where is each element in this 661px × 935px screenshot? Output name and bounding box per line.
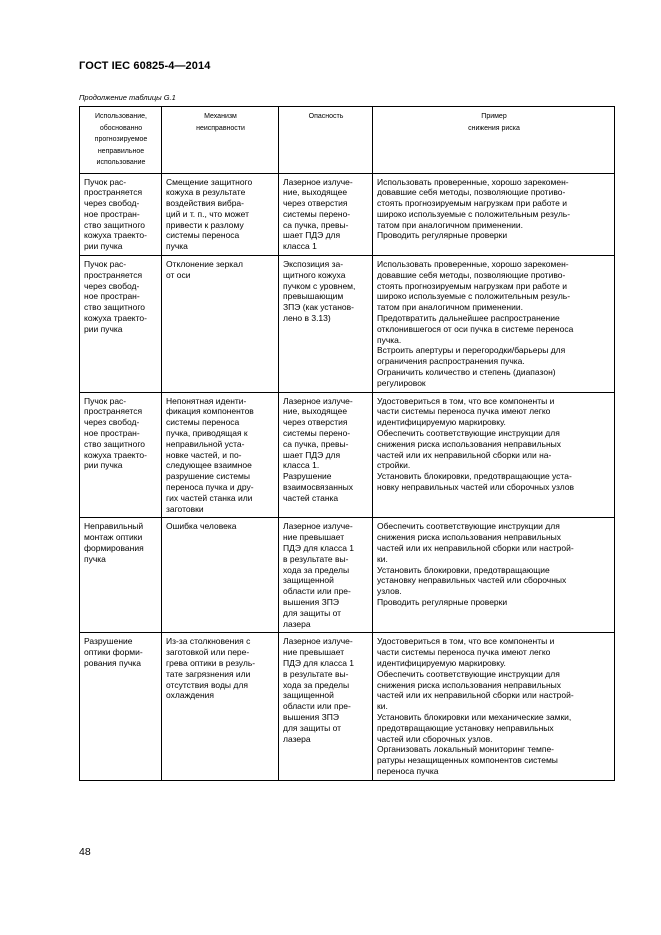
mitigation-paragraph — [377, 636, 611, 668]
cell-text-line: прогнозируемое — [94, 136, 148, 143]
cell-text-line: области или пре- — [283, 586, 351, 597]
cell-text-line: хода за пределы — [283, 564, 350, 575]
cell-text-line: ратуры незащищенных компонентов системы — [377, 755, 558, 766]
cell-text-line: системы переноса — [166, 417, 240, 428]
cell-text-line: установку неправильных частей или сборочных — [377, 575, 567, 586]
cell-text-line: заготовки — [166, 503, 204, 514]
cell-text-line: защищенной — [283, 575, 334, 586]
mitigation-paragraph — [377, 313, 611, 345]
cell-text-line: рии пучка — [84, 241, 123, 252]
cell-text-line: Ошибка человека — [166, 521, 237, 532]
cell-text-line: формирования — [84, 543, 144, 553]
cell-text-line: Из-за столкновения с — [166, 636, 251, 647]
cell-text-line: Лазерное излуче- — [283, 521, 353, 532]
cell-text-line: Удостовериться в том, что все компоненты и — [377, 395, 555, 406]
cell-use — [80, 173, 162, 256]
mitigation-paragraph — [377, 744, 611, 776]
mitigation-paragraph — [377, 565, 611, 597]
cell-hazard — [279, 256, 373, 393]
cell-mechanism — [162, 518, 279, 633]
cell-text-line: Разрушение — [283, 471, 332, 482]
cell-text-line: переноса пучка и дру- — [166, 482, 254, 493]
cell-text-line: рования пучка — [84, 657, 141, 668]
cell-text-line: пространяется — [84, 406, 143, 417]
cell-text-line: Пучок рас- — [84, 395, 127, 406]
cell-text-line: неправильное — [97, 147, 145, 155]
cell-text-line: вышения ЗПЭ — [283, 596, 339, 607]
cell-use — [80, 518, 162, 633]
cell-text-line: вышения ЗПЭ — [283, 711, 339, 722]
cell-text-line: Предотвратить дальнейшее распространение — [377, 313, 560, 324]
page-number: 48 — [79, 846, 91, 858]
cell-text-line: в результате вы- — [283, 668, 349, 679]
cell-text-line: через отверстия — [283, 417, 348, 428]
mitigation-paragraph — [377, 712, 611, 744]
cell-mitigation — [373, 518, 615, 633]
cell-text-line: Лазерное излуче- — [283, 395, 353, 406]
cell-text-line: для защиты от — [283, 607, 342, 618]
cell-text-line: ство защитного — [84, 219, 145, 230]
document-title: ГОСТ IEC 60825-4—2014 — [79, 60, 211, 72]
cell-text-line: Лазерное излуче- — [283, 636, 353, 647]
cell-text-line: лазера — [283, 733, 311, 744]
header-use — [80, 107, 162, 174]
cell-text-line: Лазерное излуче- — [283, 176, 353, 187]
cell-text-line: снижения риска использования неправильных — [377, 532, 562, 543]
cell-text-line: Пример — [481, 113, 507, 120]
cell-text-line: ЗПЭ (как установ- — [283, 302, 354, 313]
mitigation-paragraph — [377, 471, 611, 493]
cell-text-line: от оси — [166, 269, 191, 280]
cell-mitigation — [373, 256, 615, 393]
cell-text-line: Пучок рас- — [84, 176, 127, 187]
cell-text-line: через свобод- — [84, 280, 140, 291]
cell-text-line: кожуха траекто- — [84, 230, 147, 241]
cell-text-line: Удостовериться в том, что все компоненты и — [377, 636, 555, 647]
mitigation-paragraph — [377, 521, 611, 564]
cell-text-line: Установить блокировки или механические замки, — [377, 711, 572, 722]
cell-text-line: ки. — [377, 701, 388, 712]
cell-text-line: ное простран- — [84, 208, 140, 219]
cell-text-line: новку неправильных частей или сборочных узлов — [377, 482, 575, 493]
cell-text-line: части системы переноса пучка имеют легко — [377, 647, 551, 658]
cell-text-line: системы перено- — [283, 208, 351, 219]
cell-text-line: ПДЭ для класса 1 — [283, 657, 355, 668]
cell-text-line: Проводить регулярные проверки — [377, 596, 508, 607]
cell-use — [80, 392, 162, 518]
cell-text-line: кожуха в результате — [166, 187, 246, 198]
mitigation-paragraph — [377, 597, 611, 608]
cell-text-line: Установить блокировки, предотвращающие уста- — [377, 471, 572, 482]
cell-text-line: щитного кожуха — [283, 269, 346, 280]
cell-use — [80, 256, 162, 393]
cell-text-line: частей или сборочных узлов. — [377, 733, 493, 744]
cell-text-line: ство защитного — [84, 438, 145, 449]
cell-text-line: са пучка, превы- — [283, 438, 349, 449]
cell-text-line: области или пре- — [283, 701, 351, 712]
cell-text-line: через отверстия — [283, 198, 348, 209]
cell-text-line: Обеспечить соответствующие инструкции для — [377, 428, 560, 439]
cell-text-line: Экспозиция за- — [283, 259, 344, 270]
cell-text-line: оптики форми- — [84, 647, 143, 658]
header-hazard — [279, 107, 373, 174]
cell-text-line: гих частей станка или — [166, 492, 253, 503]
cell-mechanism — [162, 392, 279, 518]
cell-text-line: Установить блокировки, предотвращающие — [377, 564, 550, 575]
cell-text-line: ное простран- — [84, 291, 140, 302]
cell-text-line: татом при аналогичном применении. — [377, 302, 523, 313]
cell-text-line: фикация компонентов — [166, 406, 254, 417]
cell-text-line: Непонятная иденти- — [166, 395, 247, 406]
cell-text-line: Использовать проверенные, хорошо зарекомен- — [377, 176, 569, 187]
cell-use — [80, 633, 162, 780]
cell-text-line: лено в 3.13) — [283, 313, 331, 324]
cell-text-line: предотвращающие установку неправильных — [377, 722, 554, 733]
cell-text-line: хода за пределы — [283, 679, 350, 690]
cell-text-line: Использование, — [95, 113, 147, 120]
cell-text-line: ПДЭ для класса 1 — [283, 543, 355, 553]
cell-text-line: ки. — [377, 553, 388, 564]
table-continuation-caption: Продолжение таблицы G.1 — [79, 93, 176, 102]
cell-text-line: следующее взаимное — [166, 460, 252, 471]
cell-text-line: системы переноса — [166, 230, 240, 241]
cell-mechanism — [162, 256, 279, 393]
cell-text-line: снижения риска использования неправильных — [377, 679, 562, 690]
cell-mechanism — [162, 173, 279, 256]
mitigation-paragraph — [377, 367, 611, 389]
mitigation-paragraph — [377, 396, 611, 428]
cell-text-line: взаимосвязанных — [283, 482, 354, 493]
cell-text-line: Отклонение зеркал — [166, 259, 243, 270]
cell-mitigation — [373, 392, 615, 518]
cell-text-line: Ограничить количество и степень (диапазон) — [377, 367, 556, 378]
cell-text-line: идентифицируемую маркировку. — [377, 417, 506, 428]
cell-text-line: стоять прогнозируемым нагрузкам при работе и — [377, 198, 567, 209]
cell-text-line: через свобод- — [84, 198, 140, 209]
cell-text-line: рии пучка — [84, 323, 123, 334]
cell-text-line: грева оптики в резуль- — [166, 657, 256, 668]
cell-text-line: класса 1 — [283, 241, 317, 252]
cell-text-line: снижения риска использования неправильных — [377, 438, 562, 449]
cell-text-line: ное простран- — [84, 428, 140, 439]
cell-mitigation — [373, 173, 615, 256]
cell-text-line: частей станка — [283, 492, 339, 503]
cell-text-line: довавшие себя методы, позволяющие противо- — [377, 269, 566, 280]
cell-text-line: части системы переноса пучка имеют легко — [377, 406, 551, 417]
cell-text-line: Организовать локальный мониторинг темпе- — [377, 744, 555, 755]
cell-text-line: лазера — [283, 618, 311, 629]
cell-text-line: регулировок — [377, 377, 426, 388]
cell-text-line: кожуха траекто- — [84, 449, 147, 460]
header-mitigation — [373, 107, 615, 174]
cell-text-line: переноса пучка — [377, 765, 439, 776]
cell-text-line: пучка — [166, 241, 188, 252]
mitigation-paragraph — [377, 230, 611, 241]
cell-text-line: Пучок рас- — [84, 259, 127, 270]
cell-text-line: охлаждения — [166, 690, 214, 701]
table-row — [80, 633, 615, 780]
table-row — [80, 173, 615, 256]
cell-text-line: Смещение защитного — [166, 176, 253, 187]
cell-text-line: Проводить регулярные проверки — [377, 230, 508, 241]
cell-text-line: пучком с уровнем, — [283, 280, 356, 291]
cell-text-line: пучка. — [377, 334, 402, 345]
cell-text-line: защищенной — [283, 690, 334, 701]
cell-mitigation — [373, 633, 615, 780]
cell-text-line: пространяется — [84, 269, 143, 280]
cell-text-line: новке частей, и по- — [166, 449, 242, 460]
cell-text-line: в результате вы- — [283, 553, 349, 564]
cell-text-line: монтаж оптики — [84, 532, 143, 543]
cell-text-line: Встроить апертуры и перегородки/барьеры для — [377, 345, 566, 356]
cell-text-line: через свобод- — [84, 417, 140, 428]
cell-text-line: использование — [96, 159, 146, 166]
cell-text-line: для защиты от — [283, 722, 342, 733]
cell-text-line: рии пучка — [84, 460, 123, 471]
cell-text-line: класса 1. — [283, 460, 320, 471]
cell-hazard — [279, 633, 373, 780]
mitigation-paragraph — [377, 345, 611, 367]
cell-text-line: идентифицируемую маркировку. — [377, 657, 506, 668]
mitigation-paragraph — [377, 428, 611, 471]
cell-text-line: разрушение системы — [166, 471, 250, 482]
cell-text-line: неисправности — [196, 124, 245, 132]
cell-text-line: широко используемые с положительным резуль- — [377, 208, 571, 219]
cell-text-line: ций и т. п., что может — [166, 208, 250, 219]
cell-text-line: кожуха траекто- — [84, 313, 147, 324]
cell-text-line: Использовать проверенные, хорошо зарекомен- — [377, 259, 569, 270]
cell-text-line: привести к разлому — [166, 219, 244, 230]
table-header-row — [80, 107, 615, 174]
cell-text-line: шает ПДЭ для — [283, 230, 341, 241]
cell-text-line: снижения риска — [468, 124, 520, 132]
cell-text-line: стоять прогнозируемым нагрузкам при работе и — [377, 280, 567, 291]
cell-text-line: ние превышает — [283, 532, 345, 543]
risk-table — [79, 106, 615, 781]
cell-text-line: пучка — [84, 553, 106, 564]
table-row — [80, 256, 615, 393]
cell-text-line: ограничения распространения пучка. — [377, 356, 525, 367]
cell-text-line: узлов. — [377, 586, 402, 597]
cell-text-line: воздействия вибра- — [166, 198, 244, 209]
header-mechanism — [162, 107, 279, 174]
cell-mechanism — [162, 633, 279, 780]
cell-text-line: Опасность — [308, 113, 344, 120]
cell-text-line: довавшие себя методы, позволяющие противо- — [377, 187, 566, 198]
cell-text-line: неправильной уста- — [166, 438, 245, 449]
cell-text-line: превышающим — [283, 291, 344, 302]
cell-text-line: обоснованно — [99, 124, 143, 132]
cell-text-line: Обеспечить соответствующие инструкции для — [377, 668, 560, 679]
cell-text-line: широко используемые с положительным резуль- — [377, 291, 571, 302]
cell-text-line: татом при аналогичном применении. — [377, 219, 523, 230]
mitigation-paragraph — [377, 669, 611, 712]
cell-text-line: частей или их неправильной сборки или настрой- — [377, 690, 574, 701]
cell-text-line: стройки. — [377, 460, 411, 471]
table-row — [80, 392, 615, 518]
cell-text-line: Обеспечить соответствующие инструкции для — [377, 521, 560, 532]
cell-text-line: ние, выходящее — [283, 406, 348, 417]
cell-hazard — [279, 173, 373, 256]
cell-text-line: отклонившегося от оси пучка в системе переноса — [377, 323, 574, 334]
cell-text-line: шает ПДЭ для — [283, 449, 341, 460]
cell-text-line: Разрушение — [84, 636, 133, 647]
cell-text-line: частей или их неправильной сборки или на- — [377, 449, 552, 460]
cell-text-line: частей или их неправильной сборки или настрой- — [377, 543, 574, 553]
cell-hazard — [279, 518, 373, 633]
cell-text-line: заготовкой или пере- — [166, 647, 250, 658]
cell-text-line: Механизм — [204, 113, 237, 120]
cell-text-line: са пучка, превы- — [283, 219, 349, 230]
cell-text-line: ство защитного — [84, 302, 145, 313]
cell-text-line: Неправильный — [84, 521, 144, 532]
cell-text-line: пространяется — [84, 187, 143, 198]
cell-text-line: тате загрязнения или — [166, 668, 251, 679]
cell-text-line: системы перено- — [283, 428, 351, 439]
table-row — [80, 518, 615, 633]
mitigation-paragraph — [377, 177, 611, 231]
cell-text-line: ние превышает — [283, 647, 345, 658]
cell-hazard — [279, 392, 373, 518]
mitigation-paragraph — [377, 259, 611, 313]
cell-text-line: ние, выходящее — [283, 187, 348, 198]
cell-text-line: пучка, приводящая к — [166, 428, 248, 439]
cell-text-line: отсутствия воды для — [166, 679, 248, 690]
